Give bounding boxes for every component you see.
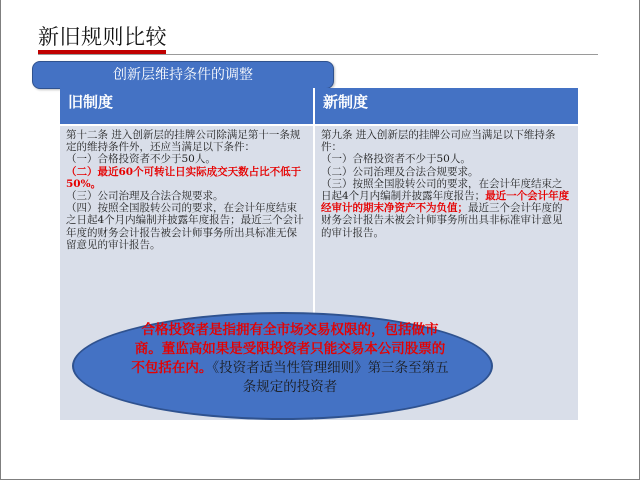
old-item-3: （三）公司治理及合法合规要求。	[66, 190, 224, 203]
new-item-2: （二）公司治理及合法合规要求。	[321, 165, 479, 178]
header-old-system: 旧制度	[60, 88, 313, 124]
new-item-3-highlight: 最近一个会计年度经审计的期末净资产不为负值；	[321, 190, 570, 215]
callout-red-text: 合格投资者是指拥有全市场交易权限的，包括做市商。董监高如果是受限投资者只能交易本公司股票的不包括在内。	[131, 322, 446, 376]
header-new-system: 新制度	[315, 88, 578, 124]
old-intro: 第十二条 进入创新层的挂牌公司除满足第十一条规定的维持条件外，还应当满足以下条件：	[66, 129, 301, 154]
new-item-3	[321, 178, 572, 239]
new-item-3-tail: 最近三个会计年度的财务会计报告未被会计师事务所出具非标准审计意见的审计报告。	[321, 202, 563, 239]
title-rule	[38, 54, 598, 55]
callout-dark-text: 《投资者适当性管理细则》第三条至第五条规定的投资者	[212, 360, 449, 395]
new-item-3-text: （三）按照全国股转公司的要求，在会计年度结束之日起4个月内编制并披露年度报告；	[321, 177, 563, 203]
callout-text	[130, 321, 450, 397]
new-intro: 第九条 进入创新层的挂牌公司应当满足以下维持条件：	[321, 129, 556, 154]
old-item-4: （四）按照全国股转公司的要求，在会计年度结束之日起4个月内编制并披露年度报告；最近三个会计年度的财务会计报告被会计师事务所出具标准无保留意见的审计报告。	[66, 202, 304, 251]
new-item-1: （一）合格投资者不少于50人。	[321, 153, 471, 166]
slide-title: 新旧规则比较	[38, 25, 167, 49]
old-item-2: （二）最近60个可转让日实际成交天数占比不低于50%。	[66, 165, 302, 190]
old-item-1: （一）合格投资者不少于50人。	[66, 153, 216, 166]
section-banner: 创新层维持条件的调整	[32, 61, 334, 89]
